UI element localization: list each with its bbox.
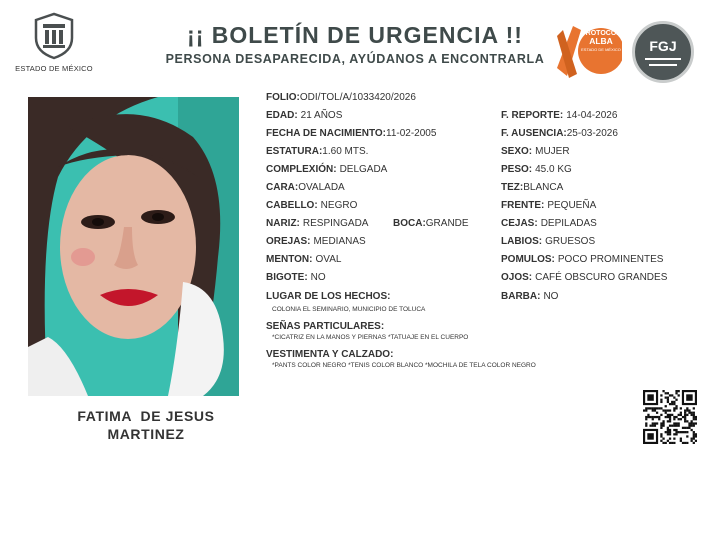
field-vestimenta: [266, 349, 393, 360]
field-vestimenta-value: *PANTS COLOR NEGRO *TENIS COLOR BLANCO *MOCHILA DE TELA COLOR NEGRO: [272, 362, 536, 369]
field-value: DEPILADAS: [540, 218, 597, 229]
field-value: 45.0 KG: [535, 164, 572, 175]
field-label: FOLIO:: [266, 92, 300, 103]
field-boca: [393, 218, 469, 229]
fgj-logo-bar: [645, 58, 681, 60]
field-label: PESO:: [501, 164, 533, 175]
portrait-image: [28, 97, 239, 396]
field-value: 21 AÑOS: [300, 110, 343, 121]
field-value: GRANDE: [425, 218, 469, 229]
field-value: 25-03-2026: [566, 128, 618, 139]
field-folio: [266, 92, 416, 103]
field-label: SEXO:: [501, 146, 533, 157]
field-value: DELGADA: [339, 164, 388, 175]
field-value: ODI/TOL/A/1033420/2026: [299, 92, 416, 103]
field-value: RESPINGADA: [302, 218, 369, 229]
field-label: VESTIMENTA Y CALZADO:: [266, 349, 394, 360]
field-f-ausencia: [501, 128, 618, 139]
page-subtitle: PERSONA DESAPARECIDA, AYÚDANOS A ENCONTRARLA: [165, 52, 545, 66]
field-label: BARBA:: [501, 291, 541, 302]
field-label: ESTATURA:: [266, 146, 323, 157]
field-senas: [266, 321, 384, 332]
field-lugar-hechos-value: COLONIA EL SEMINARIO, MUNICIPIO DE TOLUCA: [272, 306, 426, 313]
field-label: NARIZ:: [266, 218, 300, 229]
field-value: MEDIANAS: [313, 236, 366, 247]
header: [0, 0, 711, 90]
field-label: FECHA DE NACIMIENTO:: [266, 128, 386, 139]
field-label: BOCA:: [393, 218, 426, 229]
field-bigote: [266, 272, 326, 283]
fgj-logo-text: FGJ: [649, 38, 677, 54]
fgj-logo: [632, 21, 694, 83]
field-value: POCO PROMINENTES: [557, 254, 664, 265]
field-lugar-hechos: [266, 291, 390, 302]
field-cabello: [266, 200, 357, 211]
field-cejas: [501, 218, 597, 229]
protocolo-alba-logo: [547, 20, 626, 82]
field-label: CABELLO:: [266, 200, 318, 211]
footer: [0, 470, 711, 559]
fgj-logo-bar: [649, 64, 677, 66]
field-value: 1.60 MTS.: [322, 146, 369, 157]
field-value: CAFÉ OBSCURO GRANDES: [535, 272, 668, 283]
field-label: LABIOS:: [501, 236, 543, 247]
field-value: NEGRO: [320, 200, 358, 211]
field-labios: [501, 236, 595, 247]
qr-code-icon: [643, 390, 697, 444]
field-label: OJOS:: [501, 272, 533, 283]
missing-person-photo: [28, 97, 239, 396]
field-label: F. REPORTE:: [501, 110, 564, 121]
field-value: NO: [310, 272, 326, 283]
field-value: 14-04-2026: [566, 110, 618, 121]
field-senas-value: *CICATRIZ EN LA MANOS Y PIERNAS *TATUAJE EN EL CUERPO: [272, 334, 469, 341]
field-label: FRENTE:: [501, 200, 545, 211]
field-label: EDAD:: [266, 110, 298, 121]
field-tez: [501, 182, 563, 193]
field-value: OVALADA: [298, 182, 345, 193]
field-peso: [501, 164, 572, 175]
field-ojos: [501, 272, 667, 283]
field-label: SEÑAS PARTICULARES:: [266, 321, 385, 332]
field-estatura: [266, 146, 368, 157]
field-label: CEJAS:: [501, 218, 538, 229]
field-value: OVAL: [315, 254, 342, 265]
coat-of-arms-icon: [32, 12, 76, 60]
field-label: F. AUSENCIA:: [501, 128, 567, 139]
protocolo-line: PROTOCOLO: [581, 30, 626, 37]
field-value: 11-02-2005: [386, 128, 437, 139]
field-value: PEQUEÑA: [547, 200, 597, 211]
field-value: GRUESOS: [545, 236, 596, 247]
edomex-line: ESTADO DE MÉXICO: [581, 47, 621, 53]
field-label: CARA:: [266, 182, 299, 193]
state-logo-caption: ESTADO DE MÉXICO: [15, 64, 93, 73]
field-label: LUGAR DE LOS HECHOS:: [266, 291, 391, 302]
field-frente: [501, 200, 596, 211]
field-label: MENTON:: [266, 254, 313, 265]
person-name: FATIMA DE JESUS MARTINEZ: [77, 408, 215, 442]
field-fecha-nacimiento: [266, 128, 436, 139]
field-complexion: [266, 164, 387, 175]
field-label: OREJAS:: [266, 236, 311, 247]
field-menton: [266, 254, 341, 265]
field-f-reporte: [501, 110, 617, 121]
protocolo-alba-text: [581, 30, 626, 53]
field-label: TEZ:: [501, 182, 524, 193]
field-value: NO: [543, 291, 559, 302]
field-label: COMPLEXIÓN:: [266, 164, 337, 175]
page-title: ¡¡ BOLETÍN DE URGENCIA !!: [187, 22, 523, 48]
field-pomulos: [501, 254, 663, 265]
field-label: POMULOS:: [501, 254, 555, 265]
field-label: BIGOTE:: [266, 272, 308, 283]
field-barba: [501, 291, 558, 302]
state-logo: [14, 12, 94, 73]
field-cara: [266, 182, 345, 193]
qr-code[interactable]: [643, 390, 697, 444]
field-edad: [266, 110, 342, 121]
alba-line: ALBA: [589, 36, 613, 47]
field-value: MUJER: [535, 146, 570, 157]
field-sexo: [501, 146, 570, 157]
field-value: BLANCA: [523, 182, 564, 193]
field-nariz: [266, 218, 368, 229]
field-orejas: [266, 236, 366, 247]
